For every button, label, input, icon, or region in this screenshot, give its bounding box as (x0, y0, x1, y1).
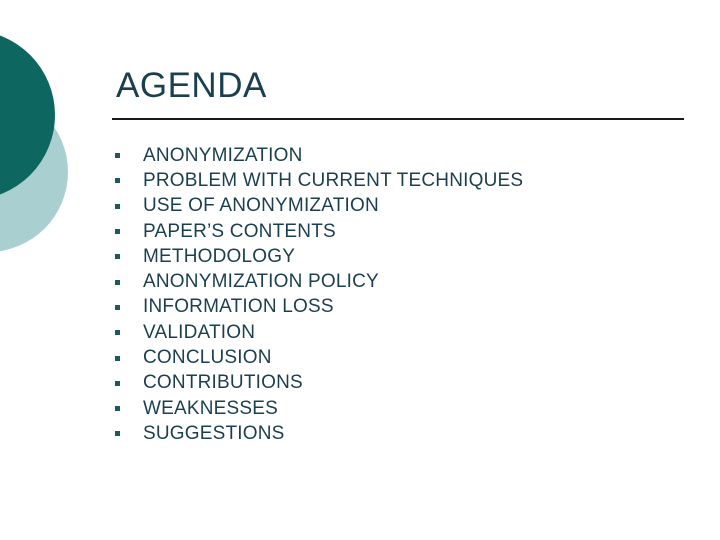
square-bullet-icon (115, 254, 120, 259)
slide-title: AGENDA (116, 66, 267, 105)
agenda-item (112, 371, 523, 396)
agenda-item (112, 143, 523, 168)
square-bullet-icon (115, 305, 120, 310)
agenda-item-label: METHODOLOGY (143, 245, 296, 267)
square-bullet-icon (115, 431, 120, 436)
agenda-item (112, 168, 523, 193)
agenda-list (112, 143, 523, 447)
agenda-item (112, 194, 523, 219)
agenda-item (112, 320, 523, 345)
square-bullet-icon (115, 356, 120, 361)
agenda-item (112, 269, 523, 294)
agenda-item-label: INFORMATION LOSS (143, 296, 334, 318)
agenda-item-label: SUGGESTIONS (143, 422, 285, 444)
agenda-item-label: PROBLEM WITH CURRENT TECHNIQUES (143, 169, 524, 191)
square-bullet-icon (115, 153, 120, 158)
square-bullet-icon (115, 406, 120, 411)
agenda-item-label: WEAKNESSES (143, 397, 279, 419)
square-bullet-icon (115, 204, 120, 209)
square-bullet-icon (115, 381, 120, 386)
agenda-item (112, 396, 523, 421)
agenda-item-label: PAPER’S CONTENTS (143, 220, 336, 242)
agenda-item-label: USE OF ANONYMIZATION (143, 195, 379, 217)
title-divider (112, 118, 684, 120)
square-bullet-icon (115, 229, 120, 234)
agenda-item-label: ANONYMIZATION POLICY (143, 271, 379, 293)
square-bullet-icon (115, 178, 120, 183)
agenda-item-label: CONCLUSION (143, 347, 272, 369)
agenda-item (112, 421, 523, 446)
agenda-item (112, 244, 523, 269)
agenda-item-label: VALIDATION (143, 321, 256, 343)
agenda-item (112, 345, 523, 370)
decorative-circles (0, 0, 120, 300)
agenda-item (112, 219, 523, 244)
square-bullet-icon (115, 280, 120, 285)
square-bullet-icon (115, 330, 120, 335)
agenda-item-label: CONTRIBUTIONS (143, 372, 303, 394)
agenda-item-label: ANONYMIZATION (143, 144, 303, 166)
agenda-item (112, 295, 523, 320)
